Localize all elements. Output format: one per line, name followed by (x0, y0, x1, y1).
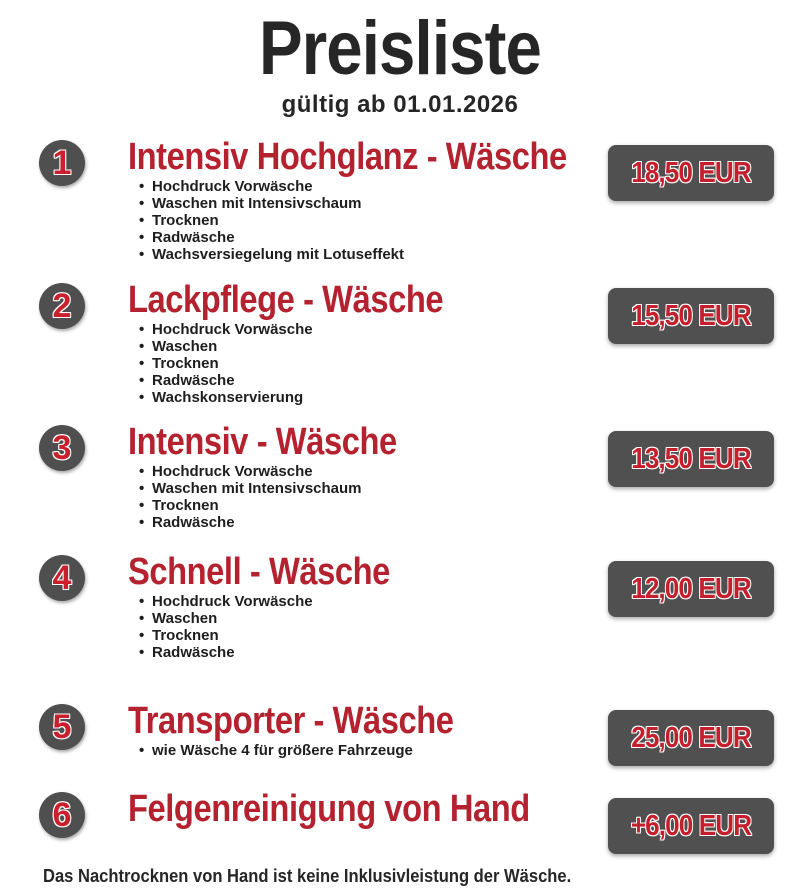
feature-item: • wie Wäsche 4 für größere Fahrzeuge (139, 742, 413, 759)
item-number: 3 (52, 429, 72, 467)
item-number: 2 (52, 287, 72, 325)
price-badge (608, 798, 774, 854)
feature-item: • Radwäsche (139, 644, 313, 661)
feature-item: • Radwäsche (139, 372, 313, 389)
item-title: Felgenreinigung von Hand (128, 788, 530, 830)
feature-item: • Trocknen (139, 212, 404, 229)
feature-item: • Waschen (139, 338, 313, 355)
feature-list (139, 463, 362, 531)
item-number: 1 (52, 144, 72, 182)
feature-item: • Trocknen (139, 355, 313, 372)
price-value: 18,50 EUR (631, 157, 751, 189)
feature-item: • Wachskonservierung (139, 389, 313, 406)
price-value: 13,50 EUR (631, 443, 751, 475)
feature-item: • Trocknen (139, 627, 313, 644)
feature-item: • Waschen mit Intensivschaum (139, 480, 362, 497)
item-number-badge (39, 283, 85, 329)
feature-item: • Wachsversiegelung mit Lotuseffekt (139, 246, 404, 263)
price-badge (608, 288, 774, 344)
item-title: Transporter - Wäsche (128, 700, 454, 742)
price-value: 12,00 EUR (631, 573, 751, 605)
feature-item: • Trocknen (139, 497, 362, 514)
item-title: Schnell - Wäsche (128, 551, 390, 593)
item-number-badge (39, 792, 85, 838)
item-number-badge (39, 704, 85, 750)
item-number: 6 (52, 796, 72, 834)
feature-list (139, 742, 413, 759)
price-badge (608, 431, 774, 487)
item-number-badge (39, 140, 85, 186)
page-title: Preisliste (258, 6, 542, 91)
feature-item: • Hochdruck Vorwäsche (139, 178, 404, 195)
feature-item: • Waschen (139, 610, 313, 627)
footer-note: Das Nachtrocknen von Hand ist keine Inklusivleistung der Wäsche. (43, 866, 572, 886)
item-title: Lackpflege - Wäsche (128, 279, 444, 321)
item-number-badge (39, 425, 85, 471)
item-title: Intensiv Hochglanz - Wäsche (128, 136, 567, 178)
feature-list (139, 178, 404, 263)
item-number: 4 (52, 559, 72, 597)
feature-item: • Hochdruck Vorwäsche (139, 321, 313, 338)
feature-item: • Hochdruck Vorwäsche (139, 593, 313, 610)
feature-list (139, 593, 313, 661)
feature-item: • Waschen mit Intensivschaum (139, 195, 404, 212)
price-badge (608, 145, 774, 201)
price-badge (608, 710, 774, 766)
price-value: 15,50 EUR (631, 300, 751, 332)
feature-item: • Hochdruck Vorwäsche (139, 463, 362, 480)
price-badge (608, 561, 774, 617)
feature-item: • Radwäsche (139, 514, 362, 531)
feature-list (139, 321, 313, 406)
feature-item: • Radwäsche (139, 229, 404, 246)
item-number-badge (39, 555, 85, 601)
validity-date: gültig ab 01.01.2026 (281, 91, 519, 118)
price-value: +6,00 EUR (630, 810, 752, 842)
price-value: 25,00 EUR (631, 722, 751, 754)
item-title: Intensiv - Wäsche (128, 421, 397, 463)
item-number: 5 (52, 708, 72, 746)
